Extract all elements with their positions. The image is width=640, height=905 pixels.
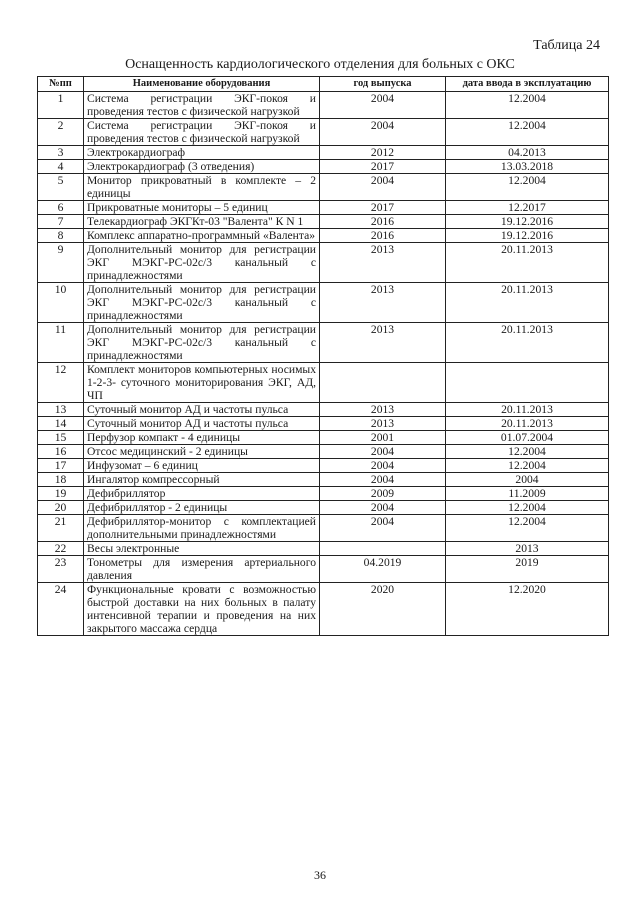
commissioning-date-cell: 20.11.2013: [446, 403, 609, 417]
table-row: [38, 501, 609, 515]
table-row: [38, 201, 609, 215]
row-number-cell: 23: [38, 556, 84, 583]
commissioning-date-cell: 11.2009: [446, 487, 609, 501]
row-number-cell: 2: [38, 119, 84, 146]
header-release-year: год выпуска: [320, 77, 446, 92]
row-number-cell: 10: [38, 283, 84, 323]
table-row: [38, 146, 609, 160]
release-year-cell: 2013: [320, 243, 446, 283]
commissioning-date-cell: 19.12.2016: [446, 215, 609, 229]
release-year-cell: 2013: [320, 323, 446, 363]
equipment-name-cell: Дефибриллятор - 2 единицы: [84, 501, 320, 515]
equipment-name-cell: Телекардиограф ЭКГКт-03 "Валента" К N 1: [84, 215, 320, 229]
equipment-name-cell: Суточный монитор АД и частоты пульса: [84, 403, 320, 417]
table-row: [38, 160, 609, 174]
commissioning-date-cell: 2019: [446, 556, 609, 583]
row-number-cell: 4: [38, 160, 84, 174]
row-number-cell: 18: [38, 473, 84, 487]
release-year-cell: 2013: [320, 403, 446, 417]
release-year-cell: 2004: [320, 459, 446, 473]
equipment-name-cell: Прикроватные мониторы – 5 единиц: [84, 201, 320, 215]
equipment-name-cell: Суточный монитор АД и частоты пульса: [84, 417, 320, 431]
release-year-cell: 2017: [320, 160, 446, 174]
release-year-cell: 2009: [320, 487, 446, 501]
table-row: [38, 445, 609, 459]
header-equipment-name: Наименование оборудования: [84, 77, 320, 92]
equipment-name-cell: Функциональные кровати с возможностью быстрой доставки на них больных в палату интенсивной терапии и проведения на них закрытого массажа сердца: [84, 583, 320, 636]
page-number: 36: [314, 868, 326, 882]
row-number-cell: 16: [38, 445, 84, 459]
row-number-cell: 13: [38, 403, 84, 417]
table-row: [38, 174, 609, 201]
table-body: [38, 92, 609, 636]
row-number-cell: 20: [38, 501, 84, 515]
row-number-cell: 6: [38, 201, 84, 215]
equipment-name-cell: Дополнительный монитор для регистрации ЭКГ МЭКГ-РС-02с/3 канальный с принадлежностями: [84, 283, 320, 323]
table-row: [38, 459, 609, 473]
table-row: [38, 323, 609, 363]
equipment-name-cell: Дефибриллятор-монитор с комплектацией дополнительными принадлежностями: [84, 515, 320, 542]
row-number-cell: 5: [38, 174, 84, 201]
row-number-cell: 22: [38, 542, 84, 556]
equipment-name-cell: Монитор прикроватный в комплекте – 2 единицы: [84, 174, 320, 201]
release-year-cell: 2004: [320, 174, 446, 201]
table-row: [38, 473, 609, 487]
row-number-cell: 15: [38, 431, 84, 445]
commissioning-date-cell: 12.2004: [446, 515, 609, 542]
table-row: [38, 229, 609, 243]
equipment-name-cell: Ингалятор компрессорный: [84, 473, 320, 487]
commissioning-date-cell: 20.11.2013: [446, 323, 609, 363]
release-year-cell: 2017: [320, 201, 446, 215]
commissioning-date-cell: 20.11.2013: [446, 417, 609, 431]
commissioning-date-cell: 13.03.2018: [446, 160, 609, 174]
equipment-name-cell: Отсос медицинский - 2 единицы: [84, 445, 320, 459]
commissioning-date-cell: 20.11.2013: [446, 283, 609, 323]
equipment-name-cell: Комплекс аппаратно-программный «Валента»: [84, 229, 320, 243]
table-row: [38, 417, 609, 431]
table-row: [38, 243, 609, 283]
row-number-cell: 11: [38, 323, 84, 363]
header-commissioning-date: дата ввода в эксплуатацию: [446, 77, 609, 92]
table-caption: Таблица 24: [533, 38, 600, 53]
equipment-name-cell: Электрокардиограф (3 отведения): [84, 160, 320, 174]
release-year-cell: 2016: [320, 229, 446, 243]
table-title: Оснащенность кардиологического отделения для больных с ОКС: [125, 57, 515, 72]
commissioning-date-cell: 12.2020: [446, 583, 609, 636]
commissioning-date-cell: 01.07.2004: [446, 431, 609, 445]
table-row: [38, 515, 609, 542]
header-number: №пп: [38, 77, 84, 92]
row-number-cell: 9: [38, 243, 84, 283]
commissioning-date-cell: 12.2004: [446, 459, 609, 473]
release-year-cell: 2004: [320, 501, 446, 515]
table-row: [38, 363, 609, 403]
row-number-cell: 3: [38, 146, 84, 160]
equipment-name-cell: Весы электронные: [84, 542, 320, 556]
release-year-cell: 2004: [320, 119, 446, 146]
equipment-name-cell: Система регистрации ЭКГ-покоя и проведения тестов с физической нагрузкой: [84, 119, 320, 146]
equipment-name-cell: Дополнительный монитор для регистрации ЭКГ МЭКГ-РС-02с/3 канальный с принадлежностями: [84, 243, 320, 283]
table-header-row: [38, 77, 609, 92]
table-row: [38, 119, 609, 146]
release-year-cell: 2004: [320, 445, 446, 459]
release-year-cell: 2016: [320, 215, 446, 229]
row-number-cell: 12: [38, 363, 84, 403]
table-row: [38, 283, 609, 323]
release-year-cell: 2004: [320, 473, 446, 487]
release-year-cell: 2020: [320, 583, 446, 636]
equipment-name-cell: Дополнительный монитор для регистрации ЭКГ МЭКГ-РС-02с/3 канальный с принадлежностями: [84, 323, 320, 363]
release-year-cell: 2004: [320, 92, 446, 119]
table-row: [38, 92, 609, 119]
commissioning-date-cell: 04.2013: [446, 146, 609, 160]
release-year-cell: 2013: [320, 283, 446, 323]
row-number-cell: 1: [38, 92, 84, 119]
release-year-cell: 04.2019: [320, 556, 446, 583]
table-row: [38, 431, 609, 445]
equipment-name-cell: Комплект мониторов компьютерных носимых 1-2-3- суточного мониторирования ЭКГ, АД, ЧП: [84, 363, 320, 403]
equipment-table: [37, 76, 609, 636]
row-number-cell: 24: [38, 583, 84, 636]
equipment-name-cell: Перфузор компакт - 4 единицы: [84, 431, 320, 445]
equipment-name-cell: Электрокардиограф: [84, 146, 320, 160]
release-year-cell: 2004: [320, 515, 446, 542]
equipment-name-cell: Тонометры для измерения артериального давления: [84, 556, 320, 583]
release-year-cell: 2001: [320, 431, 446, 445]
table-row: [38, 542, 609, 556]
equipment-name-cell: Дефибриллятор: [84, 487, 320, 501]
equipment-name-cell: Система регистрации ЭКГ-покоя и проведения тестов с физической нагрузкой: [84, 92, 320, 119]
table-row: [38, 215, 609, 229]
table-row: [38, 583, 609, 636]
commissioning-date-cell: 2013: [446, 542, 609, 556]
commissioning-date-cell: 12.2004: [446, 119, 609, 146]
commissioning-date-cell: 20.11.2013: [446, 243, 609, 283]
commissioning-date-cell: 12.2004: [446, 92, 609, 119]
row-number-cell: 8: [38, 229, 84, 243]
table-row: [38, 556, 609, 583]
commissioning-date-cell: 12.2004: [446, 174, 609, 201]
row-number-cell: 17: [38, 459, 84, 473]
row-number-cell: 7: [38, 215, 84, 229]
commissioning-date-cell: 12.2004: [446, 445, 609, 459]
row-number-cell: 14: [38, 417, 84, 431]
commissioning-date-cell: [446, 363, 609, 403]
release-year-cell: [320, 542, 446, 556]
commissioning-date-cell: 12.2004: [446, 501, 609, 515]
row-number-cell: 19: [38, 487, 84, 501]
release-year-cell: 2012: [320, 146, 446, 160]
release-year-cell: [320, 363, 446, 403]
commissioning-date-cell: 12.2017: [446, 201, 609, 215]
equipment-name-cell: Инфузомат – 6 единиц: [84, 459, 320, 473]
commissioning-date-cell: 19.12.2016: [446, 229, 609, 243]
release-year-cell: 2013: [320, 417, 446, 431]
row-number-cell: 21: [38, 515, 84, 542]
commissioning-date-cell: 2004: [446, 473, 609, 487]
table-row: [38, 403, 609, 417]
table-row: [38, 487, 609, 501]
